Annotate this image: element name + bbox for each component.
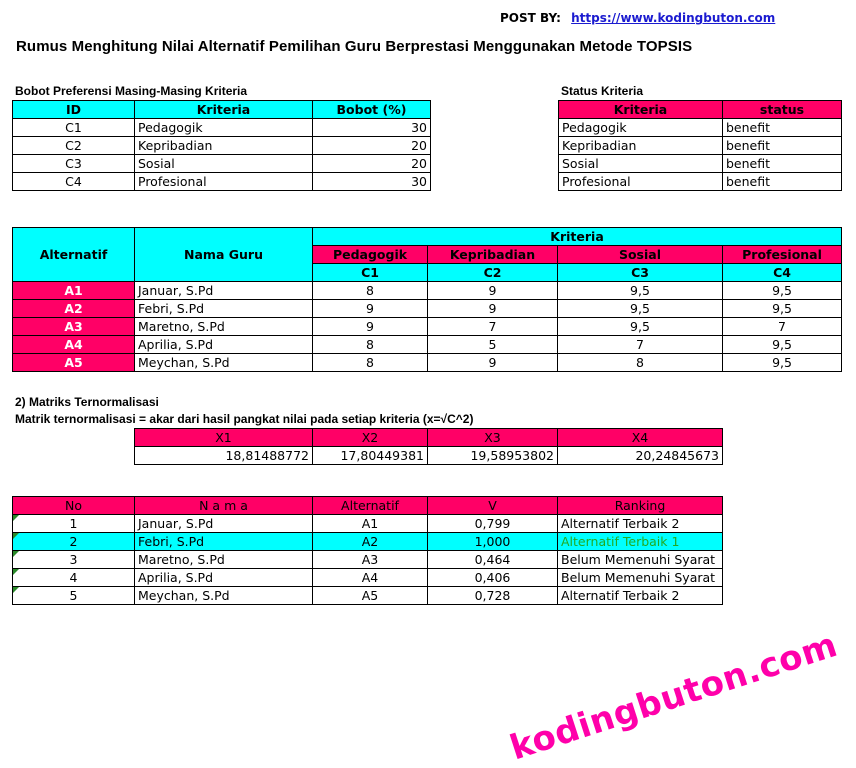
alt-value-cell[interactable]: 9,5 [558,282,723,300]
status-cell[interactable]: Profesional [559,173,723,191]
status-cell[interactable]: benefit [723,119,842,137]
status-cell[interactable]: benefit [723,173,842,191]
status-cell[interactable]: Kepribadian [559,137,723,155]
bobot-cell[interactable]: C4 [13,173,135,191]
rank-v-cell[interactable]: 1,000 [428,533,558,551]
rank-alt-cell[interactable]: A3 [313,551,428,569]
bobot-cell[interactable]: 30 [313,119,431,137]
alt-header-row-1 [13,228,842,246]
alt-crit-name: Sosial [558,246,723,264]
bobot-cell[interactable]: Kepribadian [135,137,313,155]
post-by-link[interactable]: https://www.kodingbuton.com [571,11,776,25]
bobot-cell[interactable]: Profesional [135,173,313,191]
rank-no-cell[interactable]: 3 [13,551,135,569]
rank-header-v: V [428,497,558,515]
norm-heading: 2) Matriks Ternormalisasi [15,395,159,409]
alt-crit-name: Pedagogik [313,246,428,264]
alt-value-cell[interactable]: 9,5 [723,300,842,318]
norm-header-row [135,429,723,447]
bobot-cell[interactable]: Pedagogik [135,119,313,137]
rank-row-highlighted [13,533,723,551]
alt-value-cell[interactable]: 9,5 [723,282,842,300]
alt-name-cell[interactable]: Januar, S.Pd [135,282,313,300]
alt-id-cell[interactable]: A1 [13,282,135,300]
bobot-cell[interactable]: 20 [313,137,431,155]
alt-value-cell[interactable]: 9 [428,300,558,318]
alt-value-cell[interactable]: 9,5 [723,336,842,354]
rank-name-cell[interactable]: Febri, S.Pd [135,533,313,551]
alt-value-cell[interactable]: 9,5 [558,300,723,318]
watermark: kodingbuton.com [505,624,842,768]
alt-header-nama: Nama Guru [135,228,313,282]
alt-crit-code: C3 [558,264,723,282]
alt-value-cell[interactable]: 5 [428,336,558,354]
status-cell[interactable]: benefit [723,137,842,155]
norm-value-cell[interactable]: 19,58953802 [428,447,558,465]
norm-header-cell: X3 [428,429,558,447]
rank-row [13,587,723,605]
norm-header-cell: X2 [313,429,428,447]
rank-ranking-cell[interactable]: Belum Memenuhi Syarat [558,551,723,569]
status-heading: Status Kriteria [561,84,644,98]
alt-value-cell[interactable]: 8 [313,282,428,300]
alt-id-cell[interactable]: A5 [13,354,135,372]
rank-header-nama: N a m a [135,497,313,515]
bobot-cell[interactable]: C1 [13,119,135,137]
alt-value-cell[interactable]: 9 [313,300,428,318]
alt-value-cell[interactable]: 8 [313,336,428,354]
status-cell[interactable]: Sosial [559,155,723,173]
status-cell[interactable]: benefit [723,155,842,173]
status-row [559,119,842,137]
alt-name-cell[interactable]: Maretno, S.Pd [135,318,313,336]
alt-header-alternatif: Alternatif [13,228,135,282]
rank-alt-cell[interactable]: A5 [313,587,428,605]
bobot-cell[interactable]: 20 [313,155,431,173]
alt-id-cell[interactable]: A3 [13,318,135,336]
bobot-cell[interactable]: Sosial [135,155,313,173]
bobot-row [13,155,431,173]
alt-value-cell[interactable]: 9,5 [558,318,723,336]
norm-value-cell[interactable]: 20,24845673 [558,447,723,465]
rank-no-cell[interactable]: 4 [13,569,135,587]
post-by [500,11,775,25]
bobot-heading: Bobot Preferensi Masing-Masing Kriteria [15,84,248,98]
status-cell[interactable]: Pedagogik [559,119,723,137]
norm-value-cell[interactable]: 18,81488772 [135,447,313,465]
status-header-status: status [723,101,842,119]
bobot-cell[interactable]: 30 [313,173,431,191]
alt-value-cell[interactable]: 7 [428,318,558,336]
status-table [558,100,842,191]
status-row [559,155,842,173]
alt-value-cell[interactable]: 8 [558,354,723,372]
alt-value-cell[interactable]: 7 [558,336,723,354]
alt-crit-name: Kepribadian [428,246,558,264]
rank-row [13,515,723,533]
rank-header-alternatif: Alternatif [313,497,428,515]
bobot-row [13,173,431,191]
alt-row [13,354,842,372]
alt-value-cell[interactable]: 9 [428,354,558,372]
bobot-row [13,137,431,155]
alternatif-table [12,227,842,372]
rank-alt-cell[interactable]: A1 [313,515,428,533]
rank-row [13,551,723,569]
rank-header-row [13,497,723,515]
page-title: Rumus Menghitung Nilai Alternatif Pemilihan Guru Berprestasi Menggunakan Metode TOPSIS [16,38,693,55]
alt-crit-code: C2 [428,264,558,282]
status-header-kriteria: Kriteria [559,101,723,119]
alt-crit-code: C4 [723,264,842,282]
post-by-label: POST BY: [500,11,561,25]
alt-name-cell[interactable]: Aprilia, S.Pd [135,336,313,354]
alt-value-cell[interactable]: 8 [313,354,428,372]
status-row [559,173,842,191]
norm-header-cell: X1 [135,429,313,447]
bobot-header-row [13,101,431,119]
rank-v-cell[interactable]: 0,464 [428,551,558,569]
ranking-table [12,496,723,605]
alt-value-cell[interactable]: 9 [428,282,558,300]
bobot-cell[interactable]: C3 [13,155,135,173]
alt-value-cell[interactable]: 7 [723,318,842,336]
norm-value-cell[interactable]: 17,80449381 [313,447,428,465]
alt-row [13,336,842,354]
alt-crit-name: Profesional [723,246,842,264]
rank-header-ranking: Ranking [558,497,723,515]
rank-ranking-cell[interactable]: Alternatif Terbaik 2 [558,515,723,533]
norm-table [134,428,723,465]
alt-name-cell[interactable]: Meychan, S.Pd [135,354,313,372]
alt-value-cell[interactable]: 9 [313,318,428,336]
alt-id-cell[interactable]: A4 [13,336,135,354]
rank-name-cell[interactable]: Januar, S.Pd [135,515,313,533]
rank-v-cell[interactable]: 0,799 [428,515,558,533]
alt-value-cell[interactable]: 9,5 [723,354,842,372]
status-header-row [559,101,842,119]
rank-no-cell[interactable]: 2 [13,533,135,551]
bobot-table [12,100,431,191]
alt-row [13,318,842,336]
norm-value-row [135,447,723,465]
rank-v-cell[interactable]: 0,406 [428,569,558,587]
bobot-header-id: ID [13,101,135,119]
norm-header-cell: X4 [558,429,723,447]
rank-name-cell[interactable]: Maretno, S.Pd [135,551,313,569]
alt-row [13,300,842,318]
status-row [559,137,842,155]
alt-header-kriteria: Kriteria [313,228,842,246]
alt-row [13,282,842,300]
rank-ranking-cell[interactable]: Belum Memenuhi Syarat [558,569,723,587]
bobot-header-bobot: Bobot (%) [313,101,431,119]
bobot-cell[interactable]: C2 [13,137,135,155]
alt-crit-code: C1 [313,264,428,282]
rank-ranking-cell[interactable]: Alternatif Terbaik 2 [558,587,723,605]
norm-formula: Matrik ternormalisasi = akar dari hasil pangkat nilai pada setiap kriteria (x=√C^2) [15,412,474,426]
bobot-header-kriteria: Kriteria [135,101,313,119]
rank-row [13,569,723,587]
rank-ranking-cell[interactable]: Alternatif Terbaik 1 [558,533,723,551]
rank-no-cell[interactable]: 5 [13,587,135,605]
rank-alt-cell[interactable]: A2 [313,533,428,551]
rank-no-cell[interactable]: 1 [13,515,135,533]
rank-name-cell[interactable]: Meychan, S.Pd [135,587,313,605]
rank-v-cell[interactable]: 0,728 [428,587,558,605]
rank-name-cell[interactable]: Aprilia, S.Pd [135,569,313,587]
rank-alt-cell[interactable]: A4 [313,569,428,587]
alt-name-cell[interactable]: Febri, S.Pd [135,300,313,318]
bobot-row [13,119,431,137]
rank-header-no: No [13,497,135,515]
alt-id-cell[interactable]: A2 [13,300,135,318]
